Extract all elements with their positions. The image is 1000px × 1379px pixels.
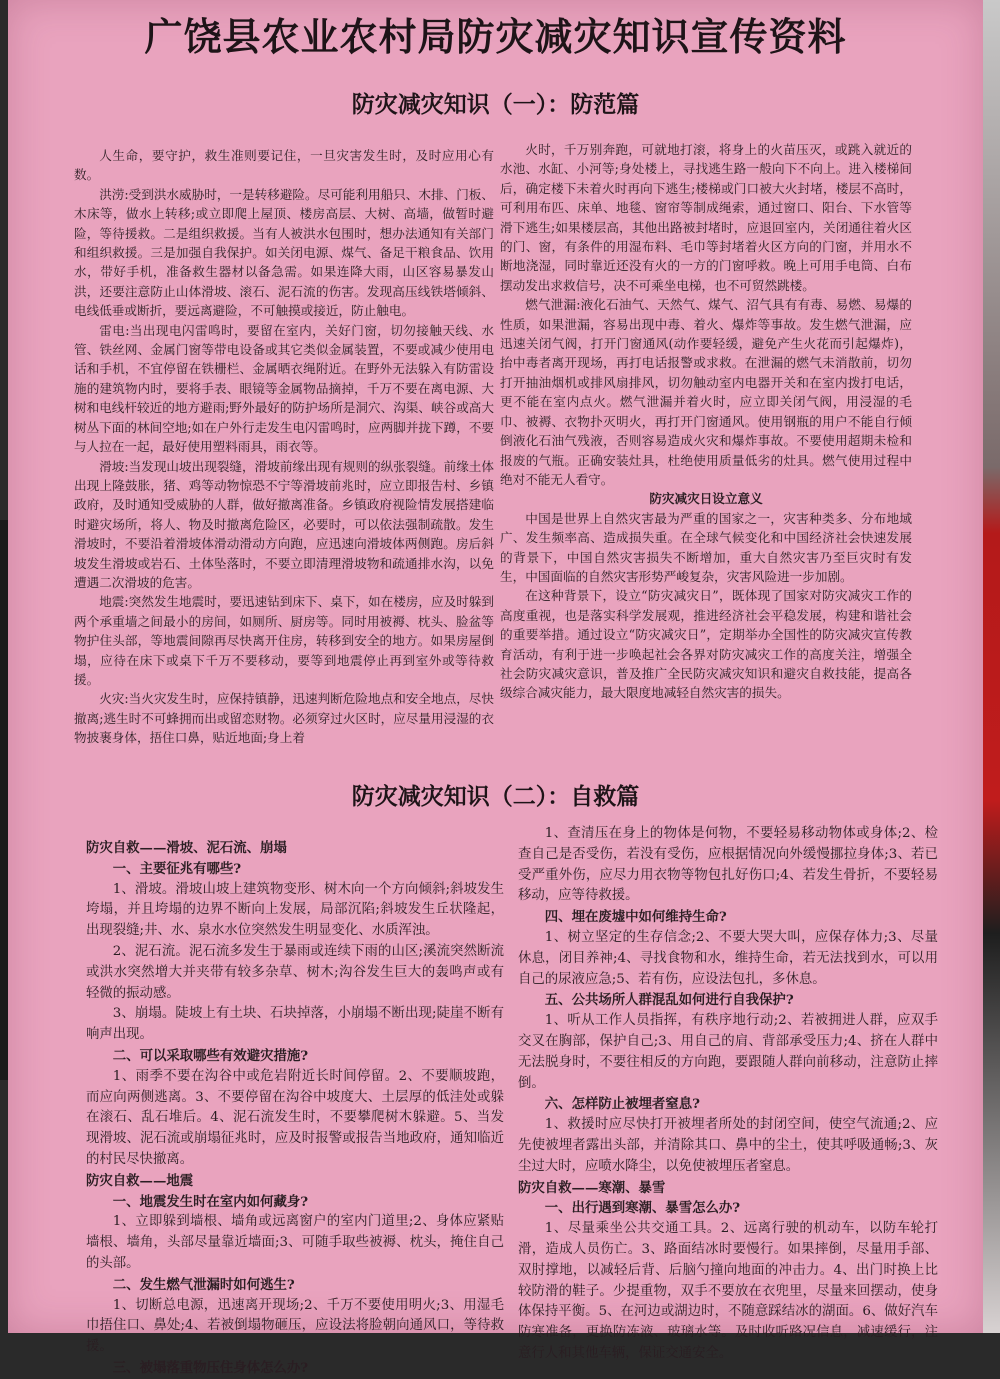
paragraph: 1、救援时应尽快打开被埋者所处的封闭空间，使空气流通;2、应先使被埋者露出头部，并清除其口、鼻中的尘土，使其呼吸通畅;3、灰尘过大时，应喷水降尘，以免使被埋压者窒息。 [518,1117,938,1174]
question-heading: 一、出行遇到寒潮、暴雪怎么办? [544,1200,741,1217]
paragraph: 洪涝:受到洪水威胁时，一是转移避险。尽可能利用船只、木排、门板、木床等，做水上转移;或立即爬上屋顶、楼房高层、大树、高墙，做暂时避险，等待援救。二是组织救援。当有人被洪水包围时，想办法通知有关部门和组织救援。三是加强自我保护。如关闭电源、煤气、备足干粮食品、饮用水，带好手机，准备救生器材以备急需。如果连降大雨，山区容易暴发山洪，还要注意防止山体滑坡、滚石、泥石流的伤害。发现高压线铁塔倾斜、电线低垂或断折，要远离避险，不可触摸或接近，防止触电。 [74,186,494,319]
paragraph: 1、滑坡。滑坡山坡上建筑物变形、树木向一个方向倾斜;斜坡发生垮塌，并且垮塌的边界不断向上发展，局部沉陷;斜坡发生丘状隆起，出现裂缝;井、水、泉水水位突然发生明显变化、水质浑浊。 [86,881,504,939]
paragraph: 中国是世界上自然灾害最为严重的国家之一，灾害种类多、分布地域广、发生频率高、造成损失重。在全球气候变化和中国经济社会快速发展的背景下，中国自然灾害损失不断增加，重大自然灾害乃至巨灾时有发生，中国面临的自然灾害形势严峻复杂，灾害风险进一步加剧。 [500,510,912,584]
section-2-right-column [518,824,938,1361]
section-1-right-column [500,140,912,752]
question-heading: 一、地震发生时在室内如何藏身? [112,1193,309,1210]
section-1-left-column [74,146,494,758]
section-2-left-column [86,838,504,1376]
paragraph: 1、尽量乘坐公共交通工具。2、远离行驶的机动车，以防车轮打滑，造成人员伤亡。3、路面结冰时要慢行。如果摔倒，尽量用手部、双肘撑地，以减轻后背、后脑勺撞向地面的冲击力。4、出门时换上比较防滑的鞋子。少提重物，双手不要放在衣兜里，尽量来回摆动，使身体保持平衡。5、在河边或湖边时，不随意踩结冰的湖面。6、做好汽车防寒准备，更换防冻液、玻璃水等。及时收听路况信息，减速缓行，注意行人和其他车辆，保证交通安全。 [518,1221,938,1361]
paragraph: 1、切断总电源，迅速离开现场;2、千万不要使用明火;3、用湿毛巾捂住口、鼻处;4、若被倒塌物砸压，应设法将脸朝向通风口，等待救援。 [86,1297,504,1355]
paragraph: 火时，千万别奔跑，可就地打滚，将身上的火苗压灭，或跳入就近的水池、水缸、小河等;身处楼上，寻找逃生路一般向下不向上。进入楼梯间后，确定楼下未着火时再向下逃生;楼梯或门口被大火封堵，楼层不高时，可利用布匹、床单、地毯、窗帘等制成绳索，通过窗口、阳台、下水管等滑下逃生;如果楼层高，其他出路被封堵时，应退回室内，关闭通往着火区的门、窗，有条件的用湿布料、毛巾等封堵着火区方向的门窗，并用水不断地浇湿，同时靠近还没有火的一方的门窗呼救。晚上可用手电筒、白布摆动发出求救信号，决不可乘坐电梯，也不可贸然跳楼。 [500,142,912,293]
question-heading: 二、发生燃气泄漏时如何逃生? [112,1276,295,1293]
paragraph: 火灾:当火灾发生时，应保持镇静，迅速判断危险地点和安全地点，尽快撤离;逃生时不可蜂拥而出或留恋财物。必须穿过火区时，应尽量用浸湿的衣物披裹身体，捂住口鼻，贴近地面;身上着 [74,691,494,746]
subsection-heading: 防灾自救——地震 [86,1172,194,1189]
paragraph: 1、立即躲到墙根、墙角或远离窗户的室内门道里;2、身体应紧贴墙根、墙角，头部尽量靠近墙面;3、可随手取些被褥、枕头，掩住自己的头部。 [86,1214,504,1271]
question-heading: 五、公共场所人群混乱如何进行自我保护? [544,992,794,1009]
paragraph: 1、查清压在身上的物体是何物，不要轻易移动物体或身体;2、检查自己是否受伤，若没有受伤，应根据情况向外缓慢挪拉身体;3、若已受严重外伤，应尽力用衣物等物包扎好伤口;4、若发生骨折，不要轻易移动，应等待救援。 [518,826,938,904]
paragraph: 在这种背景下，设立“防灾减灾日”，既体现了国家对防灾减灾工作的高度重视，也是落实科学发展观，推进经济社会平稳发展，构建和谐社会的重要举措。通过设立“防灾减灾日”，定期举办全国性的防灾减灾宣传教育活动，有利于进一步唤起社会各界对防灾减灾工作的高度关注，增强全社会防灾减灾意识，普及推广全民防灾减灾知识和避灾自救技能，提高各级综合减灾能力，最大限度地减轻自然灾害的损失。 [500,588,912,701]
section-1-heading: 防灾减灾知识（一）：防范篇 [351,92,640,118]
question-heading: 二、可以采取哪些有效避灾措施? [112,1047,309,1064]
flyer-sheet [8,0,983,1376]
paragraph: 人生命，要守护，救生准则要记住，一旦灾害发生时，及时应用心有数。 [74,148,494,183]
subsection-heading: 防灾自救——寒潮、暴雪 [518,1179,666,1196]
question-heading: 一、主要征兆有哪些? [112,860,242,877]
paragraph: 1、听从工作人员指挥，有秩序地行动;2、若被拥进人群，应双手交叉在胸部，保护自己;3、用自己的肩、背部承受压力;4、挤在人群中无法脱身时，不要往相反的方向跑，要跟随人群向前移动，注意防止摔倒。 [518,1013,938,1091]
paragraph: 地震:突然发生地震时，要迅速钻到床下、桌下，如在楼房，应及时躲到两个承重墙之间最小的房间，如厕所、厨房等。同时用被褥、枕头、脸盆等物护住头部，等地震间隙再尽快离开住房，转移到安全的地方。如果房屋倒塌，应待在床下或桌下千万不要移动，要等到地震停止再到室外或等待救援。 [74,594,494,687]
paragraph: 3、崩塌。陡坡上有土块、石块掉落，小崩塌不断出现;陡崖不断有响声出现。 [86,1006,504,1043]
paragraph: 燃气泄漏:液化石油气、天然气、煤气、沼气具有有毒、易燃、易爆的性质，如果泄漏，容易出现中毒、着火、爆炸等事故。发生燃气泄漏，应迅速关闭气阀，打开门窗通风(动作要轻缓，避免产生火花而引起爆炸)，抬中毒者离开现场，再打电话报警或求救。在泄漏的燃气未消散前，切勿打开抽油烟机或排风扇排风，切勿触动室内电器开关和在室内拨打电话，更不能在室内点火。燃气泄漏并着火时，应立即关闭气阀，用浸湿的毛巾、被褥、衣物扑灭明火，再打开门窗通风。使用钢瓶的用户不能自行倾倒液化石油气残液，否则容易造成火灾和爆炸事故。不要使用超期未检和报废的气瓶。正确安装灶具，杜绝使用质量低劣的灶具。燃气使用过程中绝对不能无人看守。 [500,297,912,487]
paragraph: 2、泥石流。泥石流多发生于暴雨或连续下雨的山区;溪流突然断流或洪水突然增大并夹带有较多杂草、树木;沟谷发生巨大的轰鸣声或有轻微的振动感。 [86,943,504,1001]
subsection-heading: 防灾自救——滑坡、泥石流、崩塌 [86,840,287,856]
question-heading: 四、埋在废墟中如何维持生命? [544,909,727,926]
paragraph: 滑坡:当发现山坡出现裂缝，滑坡前缘出现有规则的纵张裂缝。前缘土体出现上隆鼓胀，猪、鸡等动物惊恐不宁等滑坡前兆时，应立即报告村、乡镇政府，及时通知受威胁的人群，做好撤离准备。乡镇政府视险情发展搭建临时避灾场所，将人、物及时撤离危险区，必要时，可以依法强制疏散。发生滑坡时，不要沿着滑坡体滑动滑动方向跑，应迅速向滑坡体两侧跑。房后斜坡发生滑坡或岩石、土体坠落时，不要立即清理滑坡物和疏通排水沟，以免遭遇二次滑坡的危害。 [74,458,494,590]
question-heading: 六、怎样防止被埋者窒息? [544,1096,700,1113]
document-title: 广饶县农业农村局防灾减灾知识宣传资料 [144,15,847,59]
paragraph: 1、树立坚定的生存信念;2、不要大哭大叫，应保存体力;3、尽量休息，闭目养神;4、寻找食物和水，维持生命，若无法找到水，可以用自己的尿液应急;5、若有伤，应设法包扎，多休息。 [518,929,938,987]
question-heading: 三、被塌落重物压住身体怎么办? [112,1359,309,1376]
paragraph: 1、雨季不要在沟谷中或危岩附近长时间停留。2、不要顺坡跑，而应向两侧逃离。3、不要停留在沟谷中坡度大、土层厚的低洼处或躲在滚石、乱石堆后。4、泥石流发生时，不要攀爬树木躲避。5、当发现滑坡、泥石流或崩塌征兆时，应及时报警或报告当地政府，通知临近的村民尽快撤离。 [86,1068,504,1167]
disaster-day-title: 防灾减灾日设立意义 [649,491,763,507]
paragraph: 雷电:当出现电闪雷鸣时，要留在室内，关好门窗，切勿接触天线、水管、铁丝网、金属门窗等带电设备或其它类似金属装置，不要或减少使用电话和手机，不宜停留在铁栅栏、金属晒衣绳附近。在野外无法躲入有防雷设施的建筑物内时，要将手表、眼镜等金属物品摘掉，千万不要在离电源、大树和电线杆较近的地方避雨;野外最好的防护场所是洞穴、沟渠、峡谷或高大树丛下面的林间空地;如在户外行走发生电闪雷鸣时，应两脚并拢下蹲，不要与人拉在一起，最好使用塑料雨具，雨衣等。 [74,322,494,455]
section-2-heading: 防灾减灾知识（二）：自救篇 [351,784,640,810]
